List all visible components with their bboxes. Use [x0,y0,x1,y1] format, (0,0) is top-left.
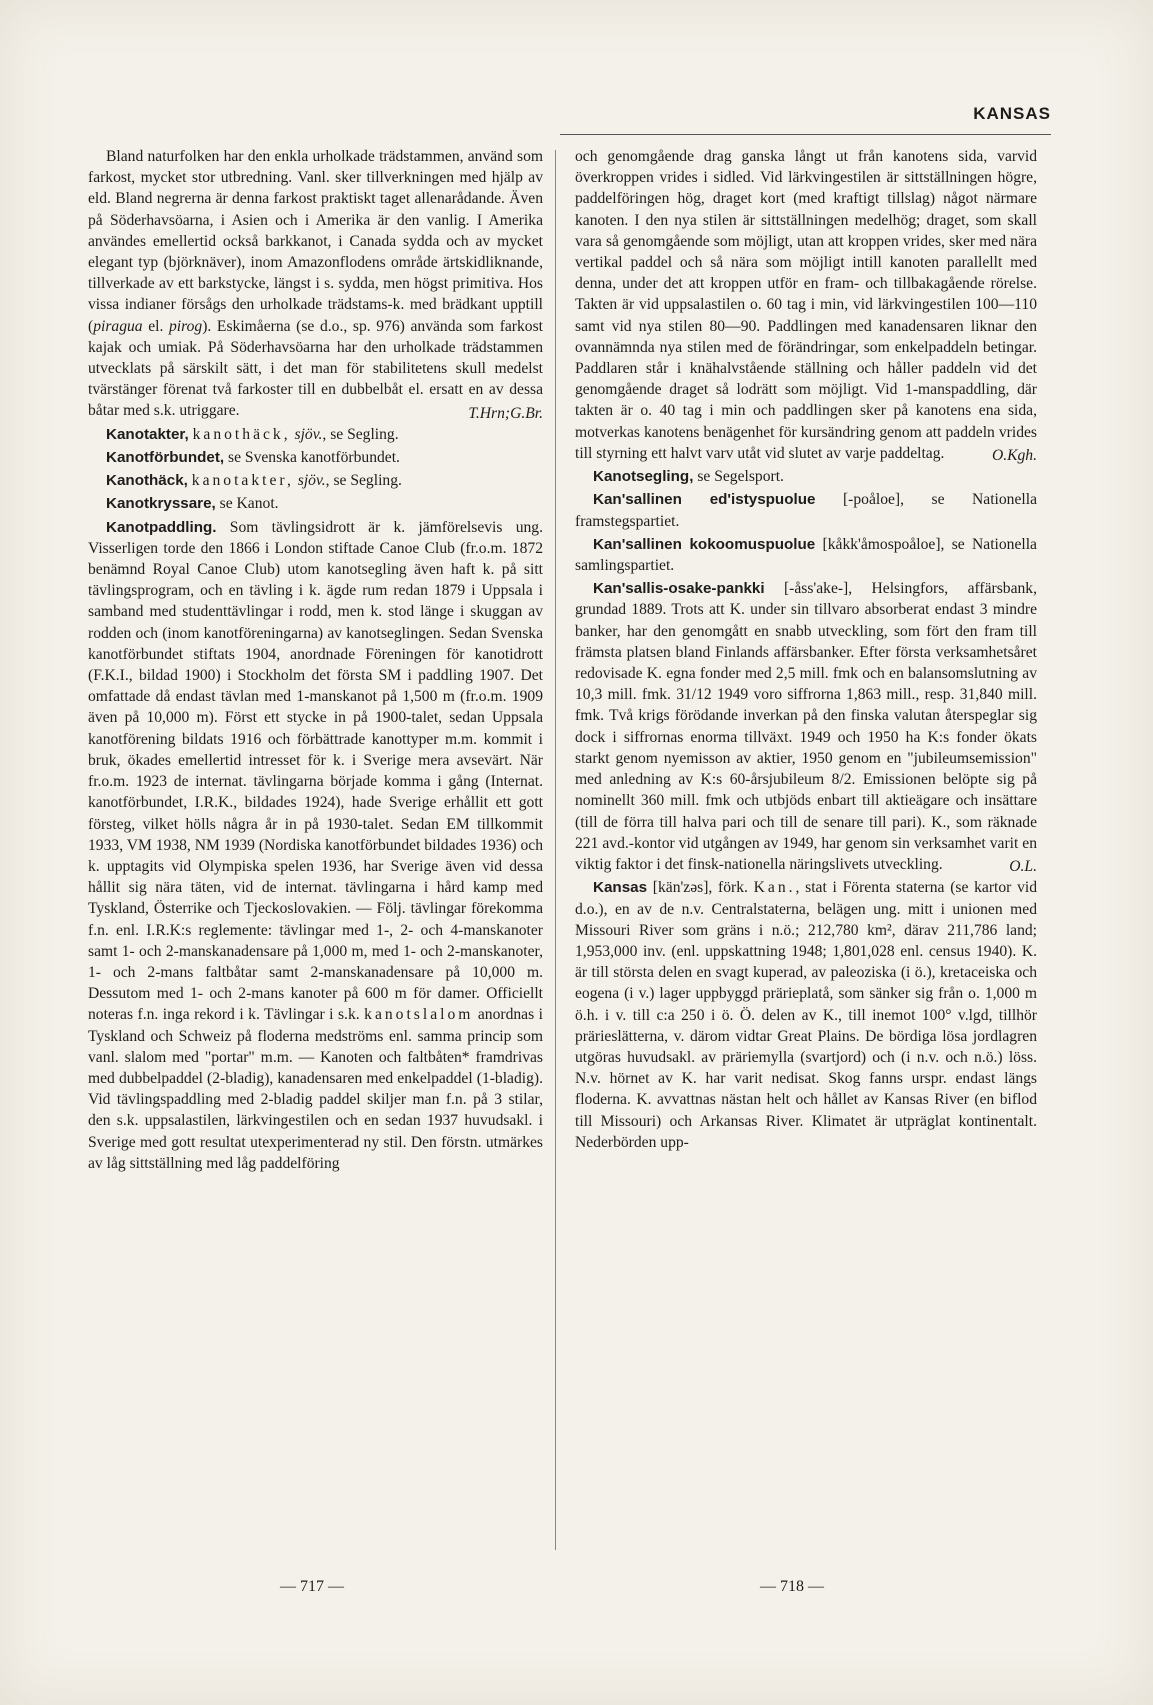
headword: Kansas [593,879,648,897]
left-column [88,146,543,1176]
page-number-left: — 717 — [280,1578,344,1595]
signature: O.L. [1009,858,1037,876]
headword: Kanotkryssare, [106,495,216,513]
signature: O.Kgh. [991,447,1037,465]
column-divider [555,150,556,1550]
entry-kanothack: Kanothäck, kanotakter, sjöv., se Segling. [106,472,402,490]
running-head: KANSAS [973,104,1051,123]
entry-kanotforbundet: Kanotförbundet, se Svenska kanotförbundet. [106,449,400,467]
signature: T.Hrn;G.Br. [468,404,543,422]
header-rule [560,134,1051,135]
entry-kansallis-osake-pankki: Kan'sallis-osake-pankki [-åss'ake-], Helsingfors, affärsbank, grundad 1889. Trots att K. under sin tillvaro absorberat endast 3 mindre banker, har den genomgått en snabb utveckling, som fört den fram till främsta platsen bland Finlands affärsbanker. Efter första verksamhetsåret redovisade K. egna fonder med 2,5 mill. fmk och en balansomslutning av 10,3 mill. fmk. 31/12 1949 voro siffrorna 1,863 mill., resp. 31,840 mill. fmk. Två krigs förödande inverkan på den finska valutan återspeglar sig dock i siffrornas enorma tillväxt. 1949 och 1950 ha K:s fonder ökats starkt genom nyemisson av aktier, 1950 genom en "jubileumsemission" med anledning av K:s 60-årsjubileum 8/2. Emissionen belöpte sig på nominellt 360 mill. fmk och utbjöds enbart till aktieägare och insättare (till de förra till halva pari och till de senare till pari). K., som räknade 221 avd.-kontor vid utgången av 1949, har genom sin verksamhet varit en viktig faktor i det finsk-nationella näringslivets utveckling. [575,580,1037,873]
entry-kanotkryssare: Kanotkryssare, se Kanot. [106,495,279,513]
headword: Kan'sallinen kokoomuspuolue [593,535,816,553]
headword: Kanotsegling, [593,468,694,486]
entry-kanotakter: Kanotakter, kanothäck, sjöv., se Segling. [106,425,399,443]
entry-edistyspuolue: Kan'sallinen ed'istyspuolue [-poåloe], se Nationella framstegspartiet. [575,491,1037,530]
headword: Kan'sallinen ed'istyspuolue [593,491,816,509]
headword: Kanotförbundet, [106,449,225,467]
kanotpaddling-continued: och genomgående drag ganska långt ut från kanotens sida, varvid överkroppen vrides i sidled. Vid lärkvingestilen är sittställningen högre, paddelföringen hög, draget kort (med kraftigt tillslag) något närmare kanoten. I den nya stilen är sittställningen medelhög; draget, som skall vara så genomgående som möjligt, utan att kroppen vrides, sker med nära vertikal paddel och så nära som möjligt intill kanoten parallellt med denna, under det att kroppen utför en fram- och tillbakagående rörelse. Takten är vid uppsalastilen o. 60 tag i min, vid lärkvingestilen 100—110 samt vid nya stilen 80—90. Paddlingen med kanadensaren liknar den ovannämnda nya stilen med de förändringar, som enkelpaddeln betingar. Paddlaren står i knähalvstående ställning och håller paddeln vid det genomgående draget så lodrätt som möjligt. Vid 1-manspaddling, där takten är o. 40 tag i min och paddlingen sker på kanotens ena sida, motverkas kanotens benägenhet för kursändring genom att paddeln vrides till styrning ett halvt varv utåt vid slutet av varje paddeltag. [575,148,1037,462]
entry-kokoomuspuolue: Kan'sallinen kokoomuspuolue [kåkk'åmospoåloe], se Nationella samlingspartiet. [575,535,1037,575]
headword: Kanotpaddling. [106,518,217,536]
headword: Kanotakter, [106,425,189,443]
entry-kansas: Kansas [kän'zəs], förk. Kan., stat i Förenta staterna (se kartor vid d.o.), en av de n.v. Centralstaterna, belägen ung. mitt i unionen med Missouri River som gräns i n.ö.; 212,780 km², därav 211,786 land; 1,953,000 inv. (enl. uppskattning 1948; 1,801,028 enl. census 1940). K. är till största delen en svagt kuperad, av paleoziska (i ö.), kretaceiska och eogena (i v.) lager uppbyggd prärieplatå, som sänker sig från o. 1,000 m ö.h. i v. till c:a 250 i ö. Ö. delen av K., till inemot 100° v.lgd, tillhör prärieslätterna, v. därom vidtar Great Plains. De bördiga lösa jordlagren utgöras huvudsakl. av präriemylla (svartjord) och (i n.v. och n.ö.) löss. N.v. hörnet av K. har varit nedisat. Skog fanns urspr. endast längs floderna. K. avvattnas nästan helt och hållet av Kansas River (en biflod till Missouri) och Arkansas River. Klimatet är utpräglat kontinentalt. Nederbörden upp- [575,879,1037,1151]
headword: Kanothäck, [106,472,188,490]
entry-kanotsegling: Kanotsegling, se Segelsport. [593,468,784,486]
headword: Kan'sallis-osake-pankki [593,580,765,598]
page-number-right: — 718 — [760,1578,824,1595]
entry-kanotpaddling: Kanotpaddling. Som tävlingsidrott är k. jämförelsevis ung. Visserligen torde den 1866 i London stiftade Canoe Club (fr.o.m. 1872 benämnd Royal Canoe Club) utom kanotsegling även haft k. på sitt tävlingsprogram, och en tävling i k. ägde rum redan 1879 i Uppsala i samband med studenttävlingar i rodd, men k. stod länge i skuggan av rodden och (inom kanotföreningarna) av kanotseglingen. Sedan Svenska kanotförbundet stiftats 1904, anordnade Föreningen för kanotidrott (F.K.I., bildad 1900) i Stockholm det första SM i paddling 1907. Det omfattade då endast tävlan med 1-manskanot på 1,500 m (fr.o.m. 1909 även på 10,000 m). Först ett stycke in på 1900-talet, sedan Uppsala kanotförening bildats 1916 och förbättrade kanottyper m.m. kommit i bruk, ökades emellertid intresset för k. i Sverige mera avsevärt. När fr.o.m. 1923 de internat. tävlingarna började komma i gång (Internat. kanotförbundet, I.R.K., bildades 1924), hade Sverige erhållit ett gott försteg, vilket hölls några år in på 1930-talet. Sedan EM tillkommit 1933, VM 1938, NM 1939 (Nordiska kanotförbundet bildades 1936) och k. upptagits vid Olympiska spelen 1936, har Sverige även vid dessa hållit sig nära täten, vid de internat. tävlingarna i hård kamp med Tyskland, Österrike och Tjeckoslovakien. — Följ. tävlingar förekomma f.n. enl. I.R.K:s reglemente: tävlingar med 1-, 2- och 4-manskanoter samt 1- och 2-manskanadensare på 1,000 m, med 1- och 2-manskanoter, 1- och 2-mans faltbåtar samt 2-manskanadensare på 10,000 m. Dessutom med 1- och 2-mans kanoter på 600 m för damer. Officiellt noteras f.n. inga rekord i k. Tävlingar i s.k. kanotslalom anordnas i Tyskland och Schweiz på floderna medströms enl. samma princip som vanl. slalom med "portar" m.m. — Kanoten och faltbåten* framdrivas med dubbelpaddel (2-bladig), kanadensaren med enkelpaddel (1-bladig). Vid tävlingspaddling med 2-bladig paddel skiljer man f.n. på 3 stilar, den s.k. uppsalastilen, lärkvingestilen och en sedan 1937 huvudsakl. i Sverige med gott resultat utexperimenterad ny stil. Den förstn. utmärkes av låg sittställning med låg paddelföring [88,518,543,1172]
naturfolk-paragraph: Bland naturfolken har den enkla urholkade trädstammen, använd som farkost, mycket stor utbredning. Vanl. sker tillverkningen med hjälp av eld. Bland negrerna är denna farkost praktiskt taget allenarådande. Även på Söderhavsöarna, i Asien och i Amerika är den vanlig. I Amerika användes emellertid också barkkanot, i Canada sydda och av mycket elegant typ (björknäver), inom Amazonflodens område ärtskidliknande, tillverkade av ett barkstycke, längst i s. sydda, men högst primitiva. Hos vissa indianer försågs den urholkade trädstams-k. med brädkant upptill (piragua el. pirog). Eskimåerna (se d.o., sp. 976) använda som farkost kajak och umiak. På Söderhavsöarna har den urholkade trädstammen utvecklats på särskilt sätt, i det man för stabilitetens skull medelst tvärstänger förenat två farkoster till en dubbelbåt el. ersatt en av dessa båtar med s.k. utriggare. [88,148,543,420]
right-column [575,146,1037,1155]
